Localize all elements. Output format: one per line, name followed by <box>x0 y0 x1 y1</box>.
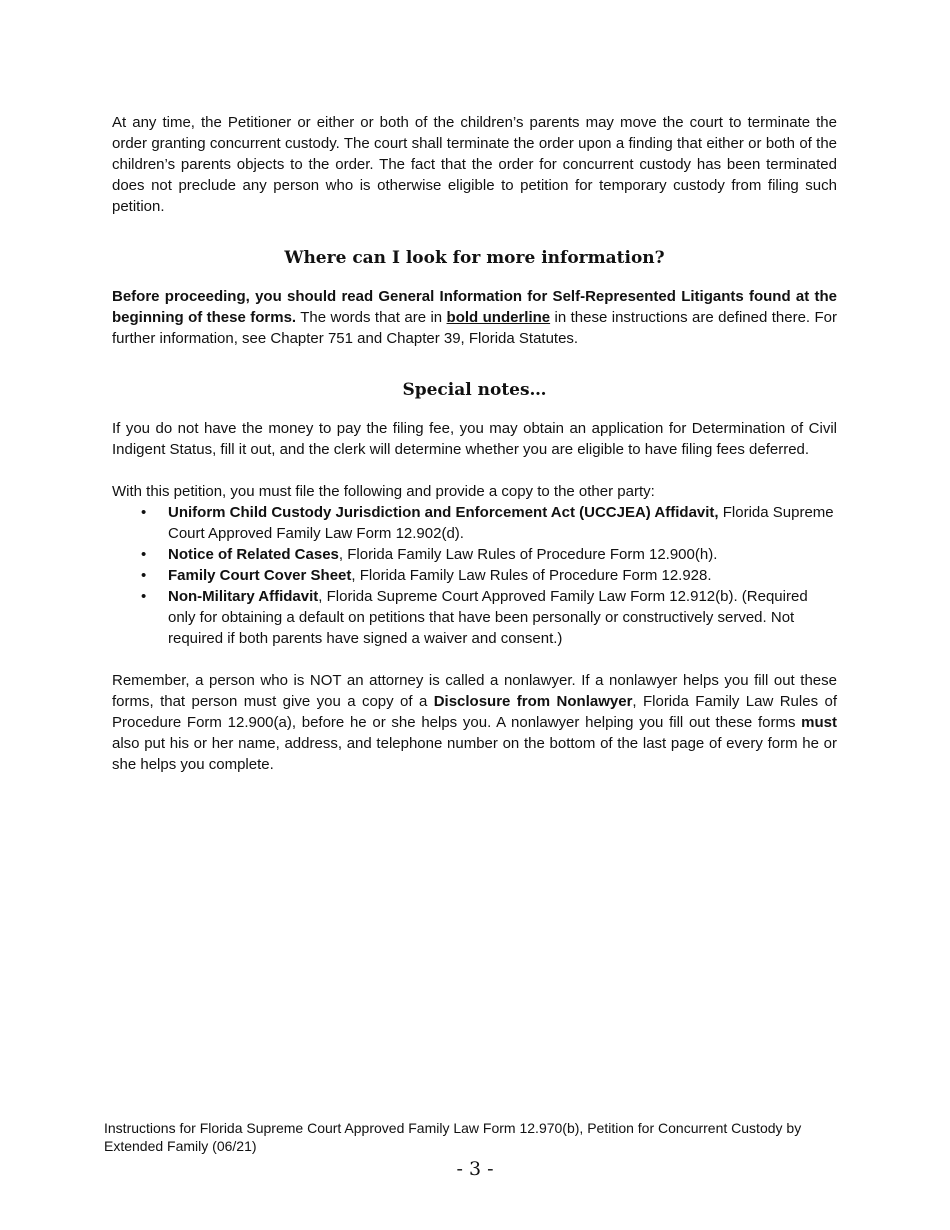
required-forms-list <box>112 502 837 649</box>
info-text-1: The words that are in <box>296 309 447 326</box>
bullet-icon: • <box>141 567 147 584</box>
info-text-2: in these instructions are defined there. For further information, see Chapter 751 and Chapter 39, Florida Statutes. <box>112 309 838 347</box>
nonlawyer-text-3: also put his or her name, address, and telephone number on the bottom of the last page of every form he or she helps you complete. <box>112 735 837 773</box>
nonlawyer-text-1: Remember, a person who is NOT an attorney is called a nonlawyer. If a nonlawyer helps you fill out these forms, that person must give you a copy of a <box>112 672 837 710</box>
must-bold: must <box>801 714 837 731</box>
filing-fee-paragraph: If you do not have the money to pay the filing fee, you may obtain an application for Determination of Civil Indigent Status, fill it out, and the clerk will determine whether you are eligible to have filing fees deferred. <box>112 420 837 458</box>
heading-special-notes: Special notes… <box>402 380 547 400</box>
bullet-icon: • <box>141 588 147 605</box>
heading-more-information: Where can I look for more information? <box>284 248 665 268</box>
list-item-title: Non-Military Affidavit <box>168 588 319 605</box>
list-item-title: Family Court Cover Sheet <box>168 567 352 584</box>
termination-paragraph: At any time, the Petitioner or either or both of the children’s parents may move the court to terminate the order granting concurrent custody. The court shall terminate the order upon a finding that either or both of the children’s parents objects to the order. The fact that the order for concurrent custody has been terminated does not preclude any person who is otherwise eligible to petition for temporary custody from filing such petition. <box>112 114 837 215</box>
nonlawyer-text-2: , Florida Family Law Rules of Procedure Form 12.900(a), before he or she helps you. A nonlawyer helping you fill out these forms <box>112 693 837 731</box>
list-item-text: , Florida Family Law Rules of Procedure Form 12.900(h). <box>338 546 718 563</box>
list-item <box>112 586 837 649</box>
list-item-title: Uniform Child Custody Jurisdiction and Enforcement Act (UCCJEA) Affidavit, <box>168 504 719 521</box>
list-item <box>112 502 837 544</box>
bullet-icon: • <box>141 546 147 563</box>
more-information-paragraph <box>112 286 837 349</box>
form-footer: Instructions for Florida Supreme Court Approved Family Law Form 12.970(b), Petition for Concurrent Custody by Extended Family (06/21) <box>104 1120 802 1154</box>
list-item-text: Florida Supreme Court Approved Family Law Form 12.902(d). <box>168 504 834 542</box>
list-item <box>112 544 837 565</box>
list-item-text: , Florida Supreme Court Approved Family Law Form 12.912(b). (Required only for obtaining a default on petitions that have been personally or constructively served. Not required if both parents have signed a waiver and consent.) <box>168 588 808 647</box>
document-body <box>112 112 837 775</box>
read-general-info-bold: Before proceeding, you should read General Information for Self-Represented Litigants found at the beginning of these forms. <box>112 288 837 326</box>
list-item-text: , Florida Family Law Rules of Procedure Form 12.928. <box>351 567 712 584</box>
bullet-icon: • <box>141 504 147 521</box>
nonlawyer-paragraph <box>112 670 837 775</box>
bold-underline-term: bold underline <box>446 309 551 326</box>
list-item-title: Notice of Related Cases <box>168 546 339 563</box>
list-item <box>112 565 837 586</box>
disclosure-from-nonlawyer-bold: Disclosure from Nonlawyer <box>433 693 633 710</box>
file-following-intro: With this petition, you must file the following and provide a copy to the other party: <box>112 483 655 500</box>
page-number: - 3 - <box>456 1158 494 1180</box>
